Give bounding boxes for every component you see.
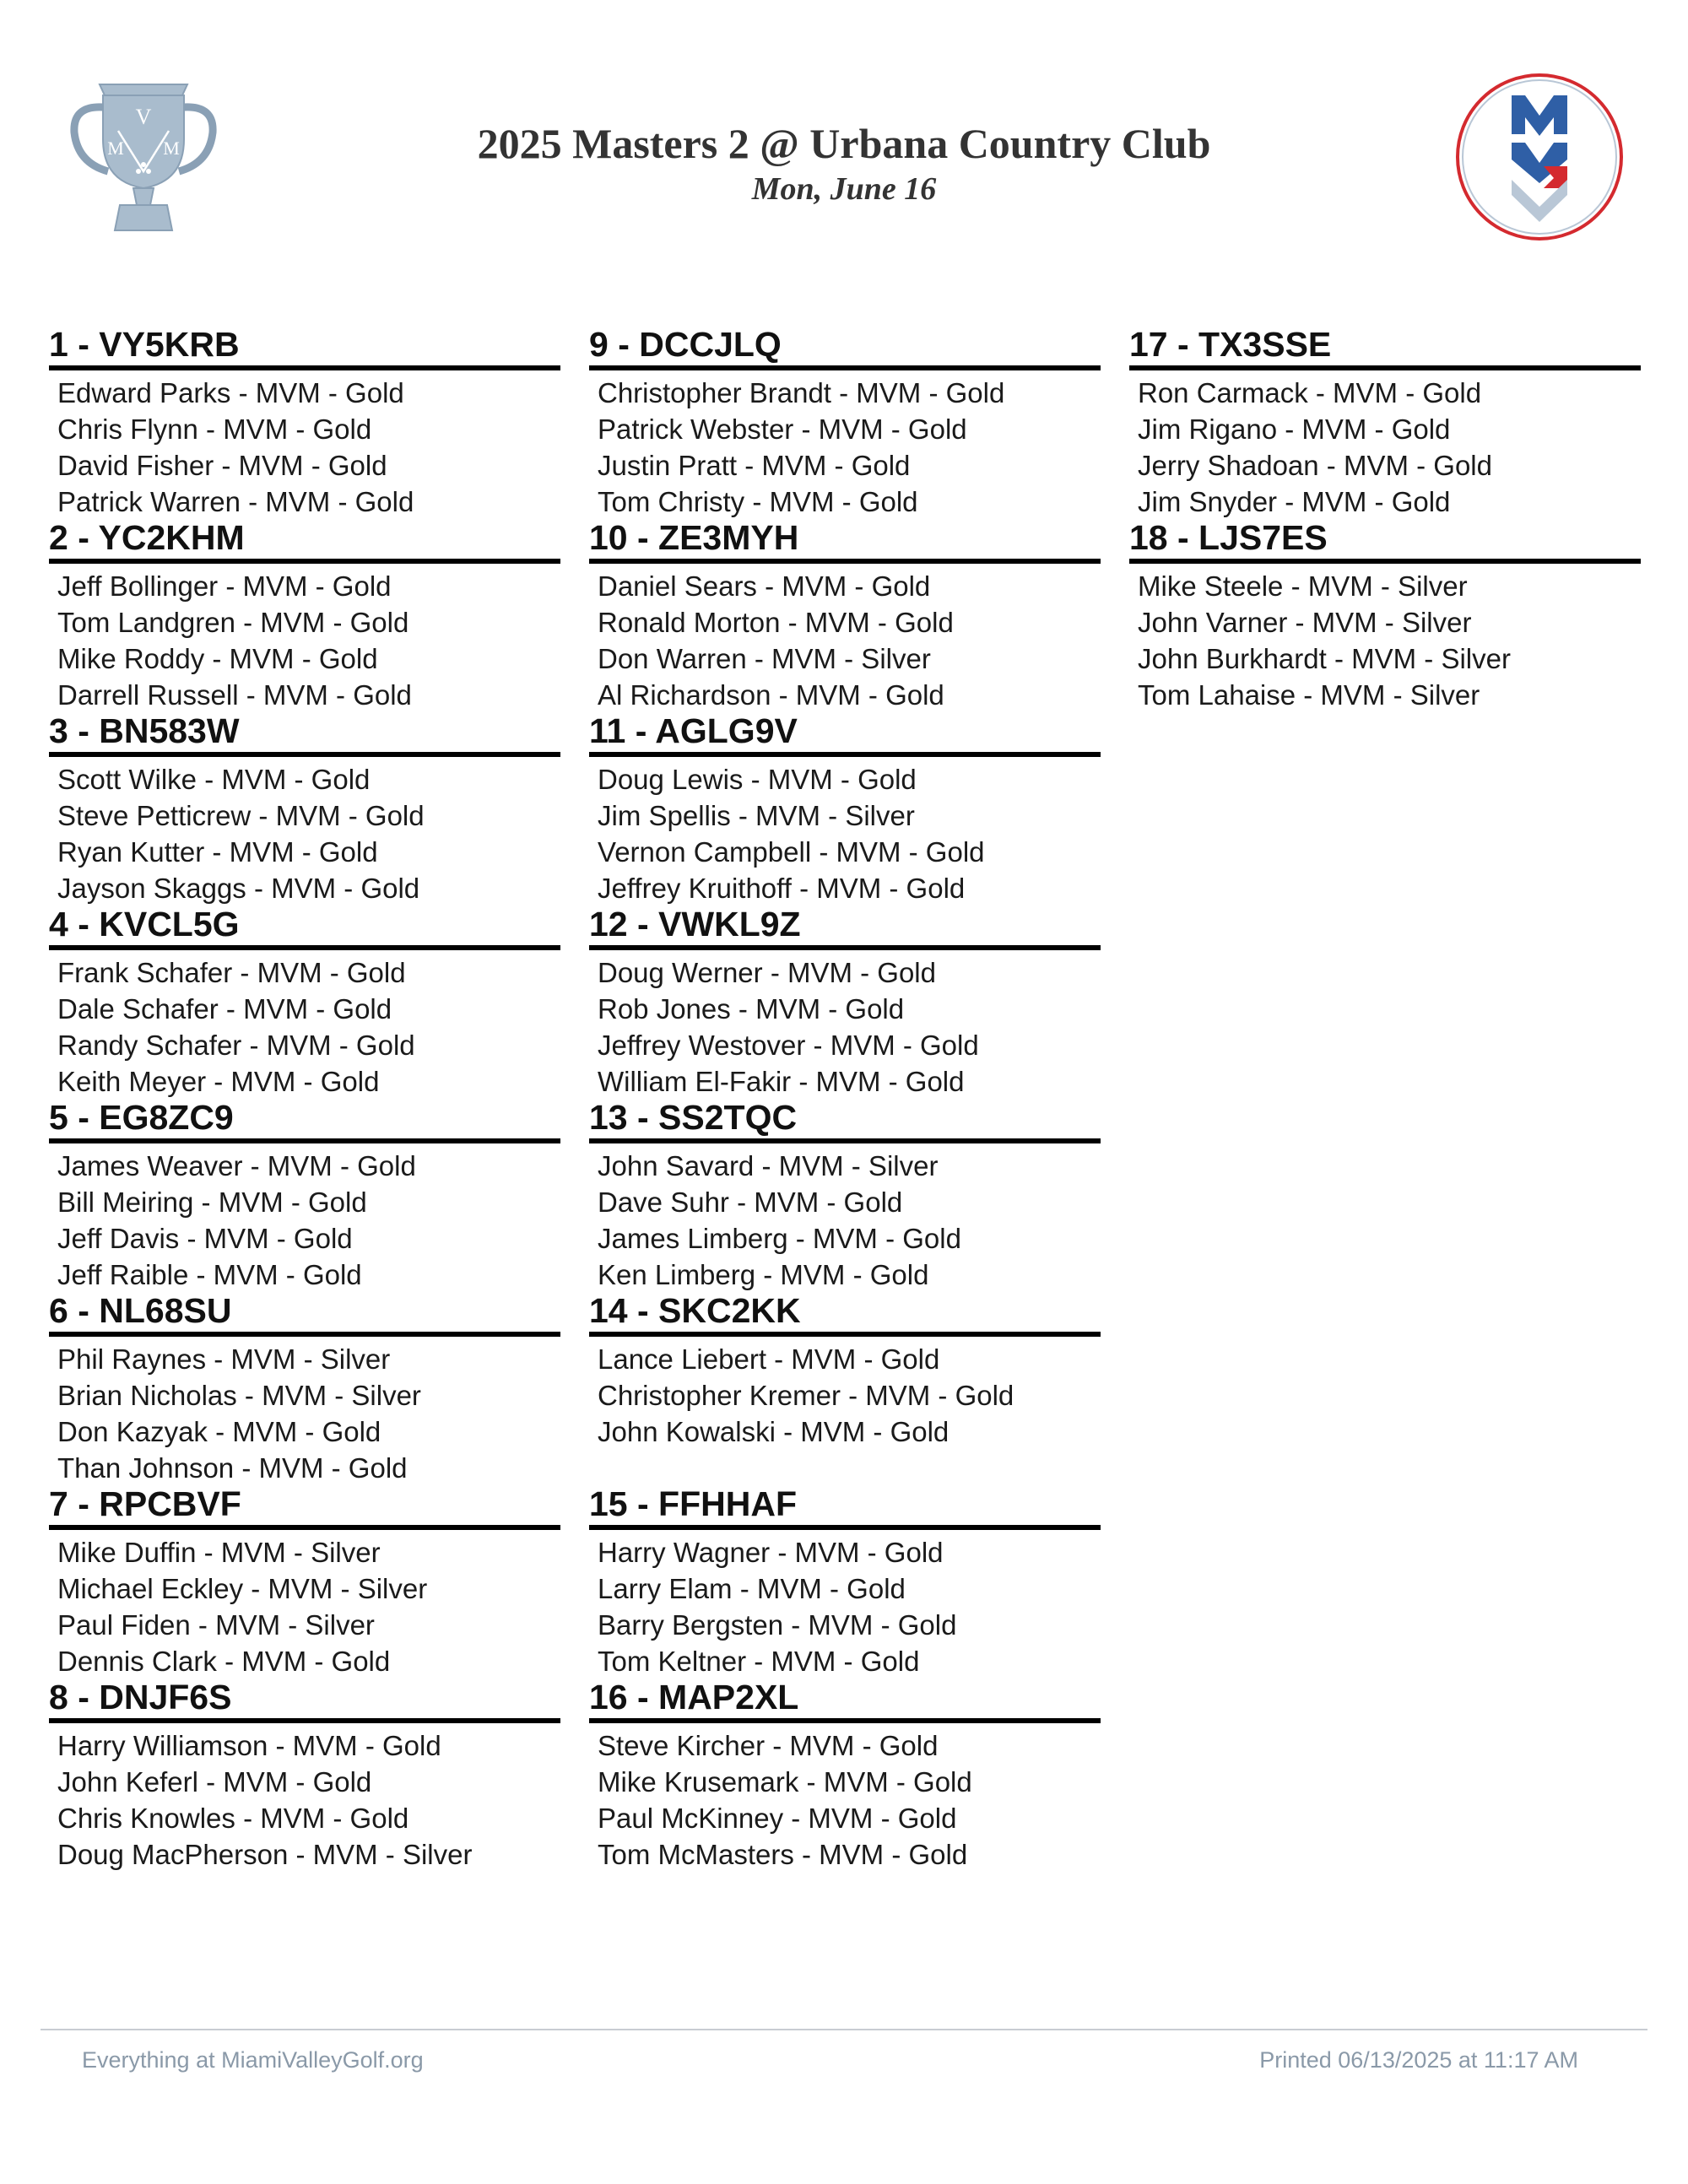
player-entry: Edward Parks - MVM - Gold	[57, 377, 404, 408]
group-title: 12 - VWKL9Z	[589, 903, 1101, 950]
footer-divider	[41, 2029, 1647, 2030]
player-list	[589, 564, 1101, 713]
player-entry: Christopher Kremer - MVM - Gold	[598, 1380, 1014, 1411]
player-list	[589, 1723, 1101, 1873]
player-entry: Tom Christy - MVM - Gold	[598, 486, 918, 517]
player-entry: Paul Fiden - MVM - Silver	[57, 1609, 375, 1641]
player-entry: Jeffrey Kruithoff - MVM - Gold	[598, 873, 966, 904]
group-card	[589, 903, 1101, 1096]
player-entry: Scott Wilke - MVM - Gold	[57, 764, 371, 795]
player-entry: Jerry Shadoan - MVM - Gold	[1138, 450, 1492, 481]
group-card	[589, 516, 1101, 710]
player-entry: Bill Meiring - MVM - Gold	[57, 1187, 367, 1218]
trophy-letter-left: M	[107, 138, 124, 159]
player-entry: Steve Petticrew - MVM - Gold	[57, 800, 425, 831]
group-card	[49, 1483, 560, 1676]
player-list	[49, 370, 560, 520]
group-title: 16 - MAP2XL	[589, 1676, 1101, 1723]
player-entry: John Kowalski - MVM - Gold	[598, 1416, 950, 1447]
player-entry: Al Richardson - MVM - Gold	[598, 679, 944, 711]
group-card	[49, 903, 560, 1096]
trophy-letter-top: V	[135, 105, 152, 129]
player-list	[49, 1530, 560, 1679]
player-entry: Randy Schafer - MVM - Gold	[57, 1030, 415, 1061]
player-entry: David Fisher - MVM - Gold	[57, 450, 387, 481]
player-entry: Don Warren - MVM - Silver	[598, 643, 931, 674]
group-title: 2 - YC2KHM	[49, 516, 560, 564]
player-entry: Darrell Russell - MVM - Gold	[57, 679, 412, 711]
group-title: 14 - SKC2KK	[589, 1289, 1101, 1337]
player-entry: Jim Snyder - MVM - Gold	[1138, 486, 1451, 517]
group-title: 11 - AGLG9V	[589, 710, 1101, 757]
group-title: 17 - TX3SSE	[1129, 323, 1641, 370]
player-entry: Ryan Kutter - MVM - Gold	[57, 836, 378, 868]
player-list	[49, 564, 560, 713]
group-card	[589, 323, 1101, 516]
player-entry: Tom Lahaise - MVM - Silver	[1138, 679, 1480, 711]
player-entry: Brian Nicholas - MVM - Silver	[57, 1380, 421, 1411]
player-list	[49, 1143, 560, 1293]
player-list	[589, 1530, 1101, 1679]
group-card	[589, 1289, 1101, 1483]
footer-website: Everything at MiamiValleyGolf.org	[82, 2047, 424, 2073]
group-card	[589, 1676, 1101, 1869]
player-entry: Tom McMasters - MVM - Gold	[598, 1839, 968, 1870]
player-entry: Jeff Bollinger - MVM - Gold	[57, 570, 392, 602]
group-card	[49, 323, 560, 516]
group-card	[589, 1483, 1101, 1676]
player-entry: Ken Limberg - MVM - Gold	[598, 1259, 929, 1290]
player-entry: Tom Keltner - MVM - Gold	[598, 1646, 920, 1677]
player-entry: Tom Landgren - MVM - Gold	[57, 607, 409, 638]
player-list	[589, 757, 1101, 906]
group-title: 1 - VY5KRB	[49, 323, 560, 370]
player-entry: Ronald Morton - MVM - Gold	[598, 607, 954, 638]
groups-column-2	[589, 323, 1101, 1869]
player-entry: Mike Steele - MVM - Silver	[1138, 570, 1468, 602]
trophy-letter-right: M	[163, 138, 180, 159]
group-title: 6 - NL68SU	[49, 1289, 560, 1337]
footer-printed-timestamp: Printed 06/13/2025 at 11:17 AM	[1259, 2047, 1578, 2073]
group-title: 10 - ZE3MYH	[589, 516, 1101, 564]
player-entry: Jayson Skaggs - MVM - Gold	[57, 873, 420, 904]
player-entry: Ron Carmack - MVM - Gold	[1138, 377, 1482, 408]
player-entry: John Keferl - MVM - Gold	[57, 1766, 372, 1797]
groups-column-3	[1129, 323, 1641, 710]
event-date: Mon, June 16	[751, 171, 937, 207]
player-entry: Lance Liebert - MVM - Gold	[598, 1343, 940, 1375]
player-entry: Paul McKinney - MVM - Gold	[598, 1803, 957, 1834]
player-entry: Steve Kircher - MVM - Gold	[598, 1730, 939, 1761]
player-list	[49, 950, 560, 1100]
player-list	[1129, 564, 1641, 713]
player-entry: Jeffrey Westover - MVM - Gold	[598, 1030, 979, 1061]
player-entry: Chris Flynn - MVM - Gold	[57, 414, 372, 445]
player-entry: Jeff Raible - MVM - Gold	[57, 1259, 362, 1290]
group-title: 4 - KVCL5G	[49, 903, 560, 950]
player-entry: Mike Duffin - MVM - Silver	[57, 1537, 381, 1568]
group-card	[1129, 516, 1641, 710]
player-entry: Patrick Webster - MVM - Gold	[598, 414, 967, 445]
player-entry: Phil Raynes - MVM - Silver	[57, 1343, 391, 1375]
player-entry: John Burkhardt - MVM - Silver	[1138, 643, 1511, 674]
player-entry: Doug MacPherson - MVM - Silver	[57, 1839, 473, 1870]
player-entry: Jeff Davis - MVM - Gold	[57, 1223, 353, 1254]
group-title: 9 - DCCJLQ	[589, 323, 1101, 370]
player-list	[1129, 370, 1641, 520]
groups-column-1	[49, 323, 560, 1869]
player-list	[589, 1337, 1101, 1450]
player-entry: Don Kazyak - MVM - Gold	[57, 1416, 381, 1447]
group-title: 5 - EG8ZC9	[49, 1096, 560, 1143]
player-entry: Keith Meyer - MVM - Gold	[57, 1066, 380, 1097]
player-entry: Michael Eckley - MVM - Silver	[57, 1573, 428, 1604]
player-entry: Harry Williamson - MVM - Gold	[57, 1730, 441, 1761]
group-card	[49, 1289, 560, 1483]
group-title: 18 - LJS7ES	[1129, 516, 1641, 564]
player-entry: Vernon Campbell - MVM - Gold	[598, 836, 985, 868]
player-list	[49, 757, 560, 906]
player-entry: James Limberg - MVM - Gold	[598, 1223, 961, 1254]
group-card	[49, 1676, 560, 1869]
player-entry: Christopher Brandt - MVM - Gold	[598, 377, 1005, 408]
player-entry: Dennis Clark - MVM - Gold	[57, 1646, 391, 1677]
player-entry: Doug Werner - MVM - Gold	[598, 957, 936, 988]
player-entry: Dave Suhr - MVM - Gold	[598, 1187, 903, 1218]
group-card	[589, 710, 1101, 903]
group-title: 13 - SS2TQC	[589, 1096, 1101, 1143]
group-card	[49, 516, 560, 710]
group-card	[589, 1096, 1101, 1289]
page-title: 2025 Masters 2 @ Urbana Country Club	[477, 120, 1211, 167]
player-entry: Frank Schafer - MVM - Gold	[57, 957, 406, 988]
mvm-logo-graphic	[1454, 72, 1625, 242]
player-list	[589, 370, 1101, 520]
player-entry: Jim Spellis - MVM - Silver	[598, 800, 915, 831]
player-entry: Jim Rigano - MVM - Gold	[1138, 414, 1451, 445]
group-card	[1129, 323, 1641, 516]
player-entry: Rob Jones - MVM - Gold	[598, 993, 905, 1024]
group-title: 8 - DNJF6S	[49, 1676, 560, 1723]
player-entry: Mike Krusemark - MVM - Gold	[598, 1766, 972, 1797]
player-entry: John Varner - MVM - Silver	[1138, 607, 1472, 638]
player-entry: Patrick Warren - MVM - Gold	[57, 486, 414, 517]
group-title: 7 - RPCBVF	[49, 1483, 560, 1530]
player-list	[589, 1143, 1101, 1293]
player-entry: Harry Wagner - MVM - Gold	[598, 1537, 944, 1568]
player-entry: Dale Schafer - MVM - Gold	[57, 993, 392, 1024]
player-entry: Doug Lewis - MVM - Gold	[598, 764, 917, 795]
mvm-logo	[1454, 72, 1625, 242]
player-entry: Than Johnson - MVM - Gold	[57, 1452, 408, 1484]
player-entry: Daniel Sears - MVM - Gold	[598, 570, 931, 602]
player-entry: Chris Knowles - MVM - Gold	[57, 1803, 409, 1834]
player-list	[49, 1337, 560, 1486]
player-list	[49, 1723, 560, 1873]
player-entry: Mike Roddy - MVM - Gold	[57, 643, 378, 674]
player-entry: Barry Bergsten - MVM - Gold	[598, 1609, 957, 1641]
player-entry: Justin Pratt - MVM - Gold	[598, 450, 911, 481]
player-entry: Larry Elam - MVM - Gold	[598, 1573, 906, 1604]
player-entry: James Weaver - MVM - Gold	[57, 1150, 416, 1181]
player-entry: John Savard - MVM - Silver	[598, 1150, 939, 1181]
group-card	[49, 710, 560, 903]
group-card	[49, 1096, 560, 1289]
player-list	[589, 950, 1101, 1100]
player-entry: William El-Fakir - MVM - Gold	[598, 1066, 965, 1097]
group-title: 15 - FFHHAF	[589, 1483, 1101, 1530]
group-title: 3 - BN583W	[49, 710, 560, 757]
